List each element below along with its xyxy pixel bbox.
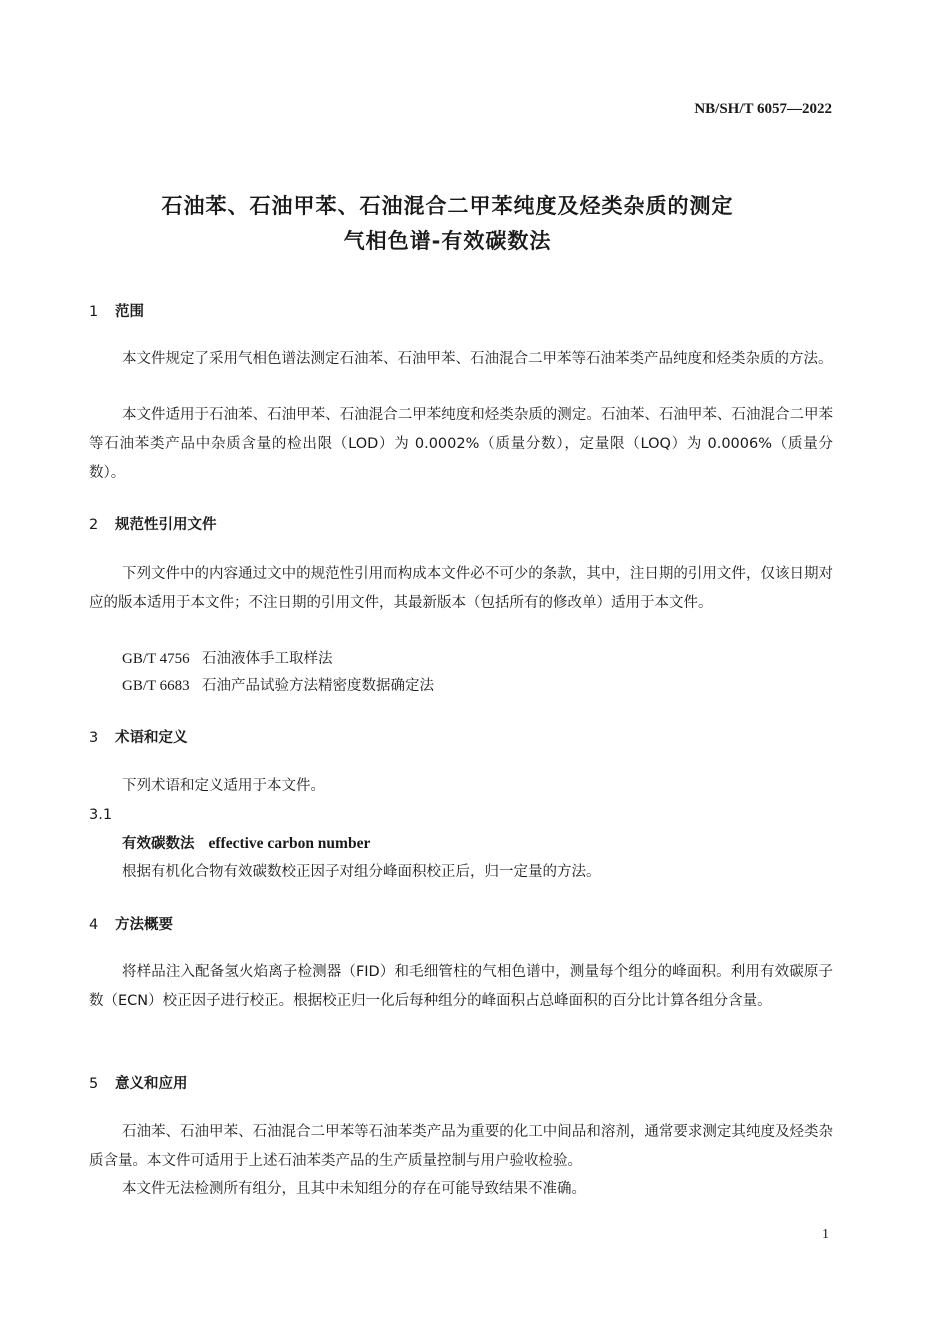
document-title-line1: 石油苯、石油甲苯、石油混合二甲苯纯度及烃类杂质的测定: [161, 194, 734, 218]
standard-number: NB/SH/T 6057—2022: [694, 101, 832, 117]
section-4-title: 方法概要: [115, 917, 173, 933]
section-5-paragraph-1: 石油苯、石油甲苯、石油混合二甲苯等石油苯类产品为重要的化工中间品和溶剂，通常要求测定其纯度及烃类杂质含量。本文件可适用于上述石油苯类产品的生产质量控制与用户验收检验。: [89, 1124, 833, 1169]
term-definition: 根据有机化合物有效碳数校正因子对组分峰面积校正后，归一定量的方法。: [122, 864, 601, 880]
clause-number: 3.1: [89, 807, 113, 823]
section-1-heading: [89, 300, 144, 321]
section-1-paragraph-1: 本文件规定了采用气相色谱法测定石油苯、石油甲苯、石油混合二甲苯等石油苯类产品纯度和烃类杂质的方法。: [122, 351, 833, 367]
section-3-title: 术语和定义: [115, 730, 188, 746]
section-5-paragraph-2: 本文件无法检测所有组分，且其中未知组分的存在可能导致结果不准确。: [122, 1181, 586, 1197]
section-3-paragraph-1: 下列术语和定义适用于本文件。: [122, 778, 325, 794]
section-1-number: 1: [89, 304, 99, 320]
section-5-heading: [89, 1072, 188, 1093]
term-chinese: 有效碳数法: [122, 836, 195, 852]
section-5-number: 5: [89, 1076, 99, 1092]
section-2-number: 2: [89, 517, 99, 533]
term-english: effective carbon number: [208, 835, 371, 852]
section-2-paragraph-1: 下列文件中的内容通过文中的规范性引用而构成本文件必不可少的条款，其中，注日期的引用文件，仅该日期对应的版本适用于本文件；不注日期的引用文件，其最新版本（包括所有的修改单）适用于本文件。: [89, 566, 833, 611]
section-5-title: 意义和应用: [115, 1076, 188, 1092]
term-entry: [122, 832, 370, 853]
section-3-heading: [89, 726, 188, 747]
section-3-number: 3: [89, 730, 99, 746]
page-number: 1: [822, 1227, 829, 1242]
reference-title: 石油产品试验方法精密度数据确定法: [202, 678, 434, 694]
reference-code: GB/T 6683: [122, 678, 190, 694]
section-4-number: 4: [89, 917, 99, 933]
section-2-heading: [89, 513, 217, 534]
reference-item: [122, 647, 333, 668]
section-1-paragraph-2: 本文件适用于石油苯、石油甲苯、石油混合二甲苯纯度和烃类杂质的测定。石油苯、石油甲苯、石油混合二甲苯等石油苯类产品中杂质含量的检出限（LOD）为 0.0002%（质量分数），定量限（LOQ）为 0.0006%（质量分数）。: [89, 407, 833, 481]
reference-title: 石油液体手工取样法: [202, 651, 333, 667]
document-title-line2: 气相色谱-有效碳数法: [343, 229, 552, 253]
section-4-paragraph-1: 将样品注入配备氢火焰离子检测器（FID）和毛细管柱的气相色谱中，测量每个组分的峰面积。利用有效碳原子数（ECN）校正因子进行校正。根据校正归一化后每种组分的峰面积占总峰面积的百分比计算各组分含量。: [89, 964, 833, 1009]
section-2-title: 规范性引用文件: [115, 517, 217, 533]
reference-item: [122, 674, 434, 695]
reference-code: GB/T 4756: [122, 651, 190, 667]
section-1-title: 范围: [115, 304, 144, 320]
section-4-heading: [89, 913, 173, 934]
